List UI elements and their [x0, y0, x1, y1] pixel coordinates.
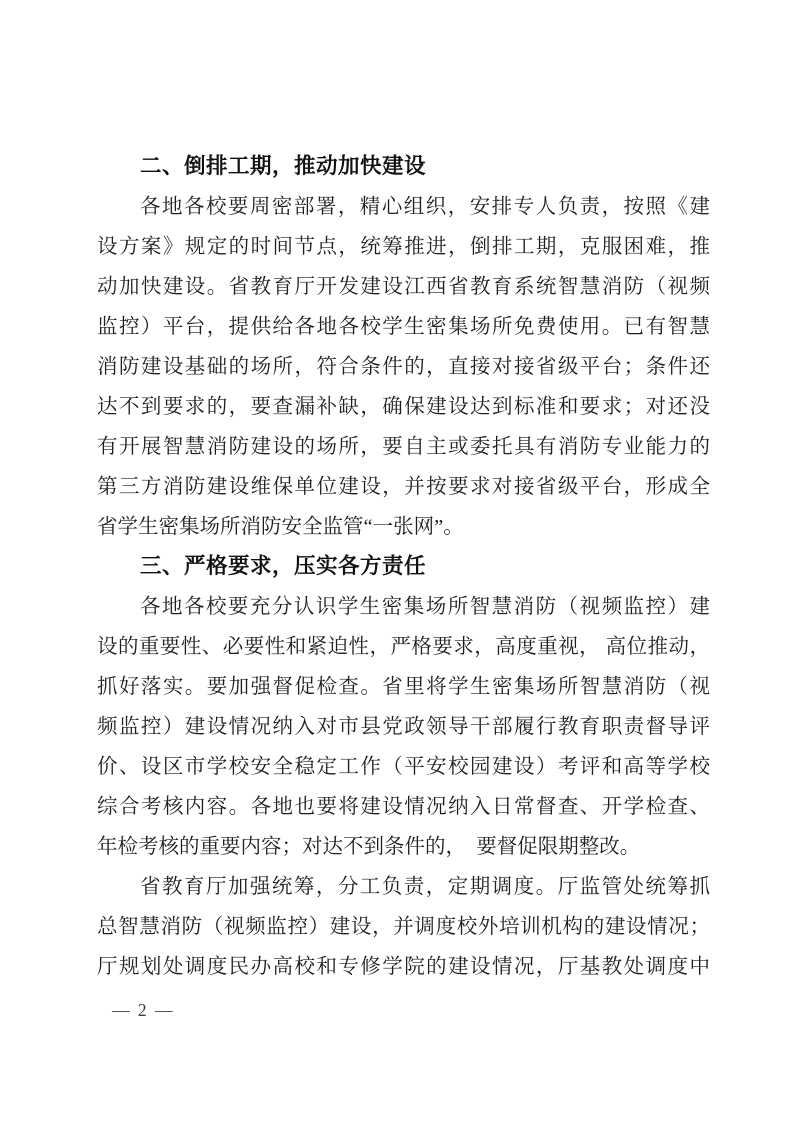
text-line: 频监控）建设情况纳入对市县党政领导干部履行教育职责督导评	[97, 716, 710, 738]
section-heading: 二、倒排工期，推动加快建设	[140, 154, 427, 179]
text-line: 第三方消防建设维保单位建设，并按要求对接省级平台，形成全	[97, 476, 710, 498]
text-line: 设的重要性、必要性和紧迫性，严格要求，高度重视， 高位推动，	[97, 636, 710, 658]
text-line: 监控）平台，提供给各地各校学生密集场所免费使用。已有智慧	[97, 316, 710, 338]
text-line: 价、设区市学校安全稳定工作（平安校园建设）考评和高等学校	[97, 756, 710, 778]
text-line: 各地各校要充分认识学生密集场所智慧消防（视频监控）建	[140, 596, 710, 618]
text-line: 动加快建设。省教育厅开发建设江西省教育系统智慧消防（视频	[97, 276, 710, 298]
text-line: 省学生密集场所消防安全监管“一张网”。	[97, 516, 464, 538]
text-line: 总智慧消防（视频监控）建设，并调度校外培训机构的建设情况；	[97, 916, 710, 938]
document-body	[97, 147, 710, 987]
text-line: 厅规划处调度民办高校和专修学院的建设情况，厅基教处调度中	[97, 956, 710, 978]
text-line: 年检考核的重要内容；对达不到条件的， 要督促限期整改。	[97, 836, 641, 858]
text-line: 有开展智慧消防建设的场所，要自主或委托具有消防专业能力的	[97, 436, 710, 458]
text-line: 设方案》规定的时间节点，统筹推进，倒排工期，克服困难，推	[97, 236, 710, 258]
page-number: — 2 —	[112, 1000, 175, 1020]
text-line: 综合考核内容。各地也要将建设情况纳入日常督查、开学检查、	[97, 796, 710, 818]
text-line: 省教育厅加强统筹，分工负责，定期调度。厅监管处统筹抓	[140, 876, 710, 898]
text-line: 各地各校要周密部署，精心组织，安排专人负责，按照《建	[140, 196, 710, 218]
text-line: 达不到要求的，要查漏补缺，确保建设达到标准和要求；对还没	[97, 396, 710, 418]
text-line: 消防建设基础的场所，符合条件的，直接对接省级平台；条件还	[97, 356, 710, 378]
text-line: 抓好落实。要加强督促检查。省里将学生密集场所智慧消防（视	[97, 676, 710, 698]
section-heading: 三、严格要求，压实各方责任	[140, 554, 427, 579]
